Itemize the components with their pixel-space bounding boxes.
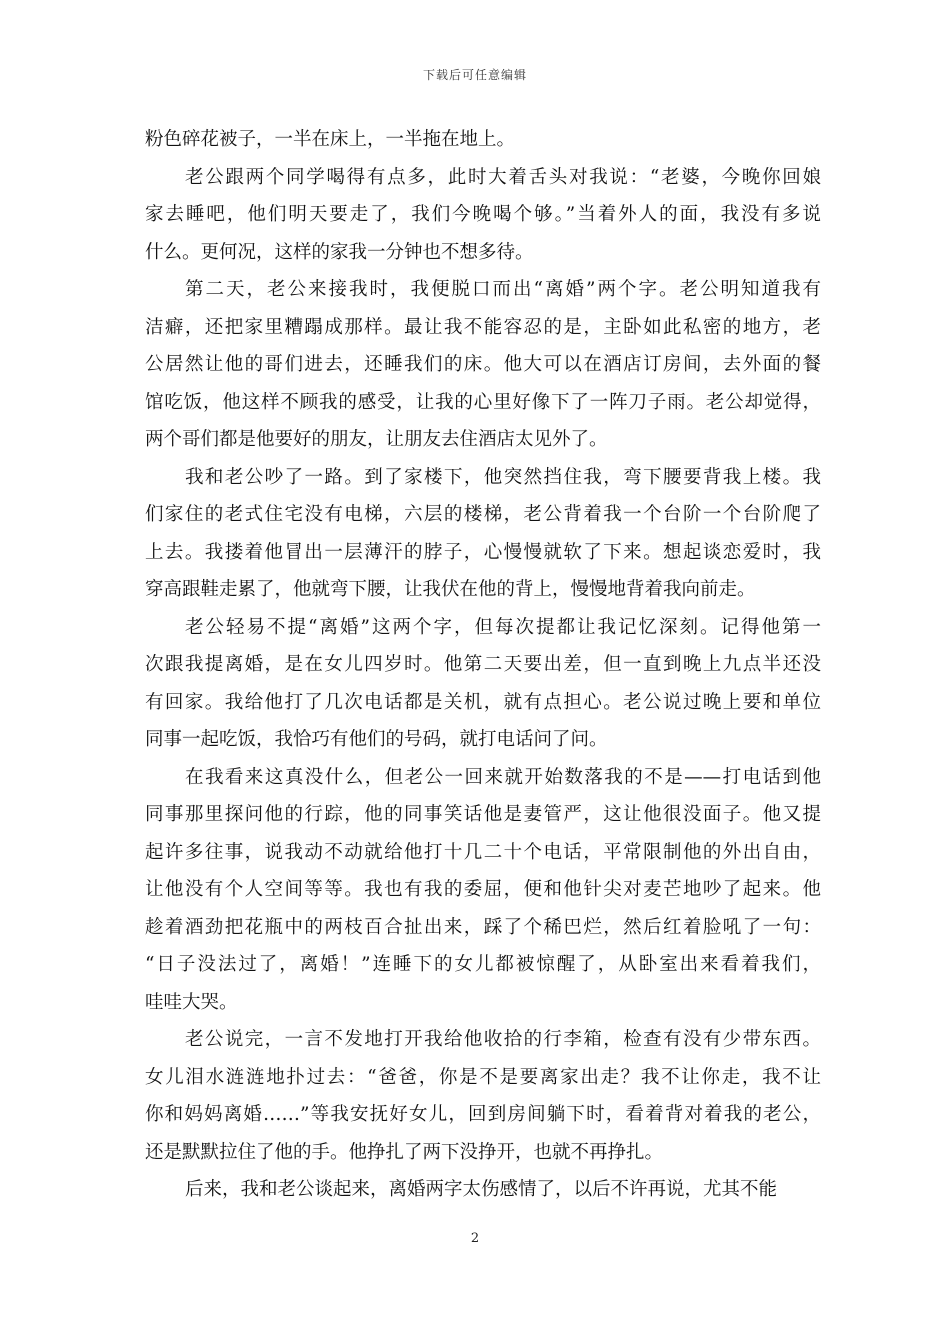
text-line: 同事一起吃饭，我恰巧有他们的号码，就打电话问了问。: [145, 729, 608, 750]
text-line: 穿高跟鞋走累了，他就弯下腰，让我伏在他的背上，慢慢地背着我向前走。: [145, 579, 756, 600]
text-line: 第二天，老公来接我时，我便脱口而出“离婚”两个字。老公明知道我有: [185, 279, 821, 300]
text-line: 哇哇大哭。: [145, 991, 238, 1013]
text-line: 女儿泪水涟涟地扑过去：“爸爸，你是不是要离家出走？我不让你走，我不让: [145, 1066, 821, 1088]
paragraph: [145, 159, 821, 272]
text-line: 什么。更何况，这样的家我一分钟也不想多待。: [145, 241, 534, 263]
text-line: 老公跟两个同学喝得有点多，此时大着舌头对我说：“老婆，今晚你回娘: [185, 166, 821, 188]
text-line: 有回家。我给他打了几次电话都是关机，就有点担心。老公说过晚上要和单位: [145, 691, 821, 713]
paragraph: [145, 1021, 821, 1171]
text-line: 馆吃饭，他这样不顾我的感受，让我的心里好像下了一阵刀子雨。老公却觉得，: [145, 391, 821, 413]
document-body: [145, 121, 821, 1209]
text-line: 你和妈妈离婚……”等我安抚好女儿，回到房间躺下时，看着背对着我的老公，: [145, 1104, 821, 1125]
text-line: 老公轻易不提“离婚”这两个字，但每次提都让我记忆深刻。记得他第一: [185, 616, 821, 638]
paragraph: [145, 1171, 821, 1209]
text-line: 后来，我和老公谈起来，离婚两字太伤感情了，以后不许再说，尤其不能: [185, 1179, 778, 1200]
text-line: 洁癖，还把家里糟蹋成那样。最让我不能容忍的是，主卧如此私密的地方，老: [145, 316, 821, 338]
text-line: 我和老公吵了一路。到了家楼下，他突然挡住我，弯下腰要背我上楼。我: [185, 466, 821, 488]
paragraph: [145, 759, 821, 1022]
text-line: 粉色碎花被子，一半在床上，一半拖在地上。: [145, 129, 516, 150]
text-line: 家去睡吧，他们明天要走了，我们今晚喝个够。”当着外人的面，我没有多说: [145, 204, 821, 225]
text-line: 们家住的老式住宅没有电梯，六层的楼梯，老公背着我一个台阶一个台阶爬了: [145, 504, 821, 525]
paragraph: [145, 121, 821, 159]
text-line: 次跟我提离婚，是在女儿四岁时。他第二天要出差，但一直到晚上九点半还没: [145, 654, 821, 675]
page-header: 下载后可任意编辑: [422, 68, 527, 82]
text-line: 公居然让他的哥们进去，还睡我们的床。他大可以在酒店订房间，去外面的餐: [145, 354, 821, 375]
text-line: 起许多往事，说我动不动就给他打十几二十个电话，平常限制他的外出自由，: [145, 841, 821, 863]
text-line: “日子没法过了，离婚！”连睡下的女儿都被惊醒了，从卧室出来看着我们，: [145, 954, 821, 975]
text-line: 让他没有个人空间等等。我也有我的委屈，便和他针尖对麦芒地吵了起来。他: [145, 879, 821, 900]
page-number: 2: [470, 1231, 480, 1246]
paragraph: [145, 609, 821, 759]
text-line: 上去。我搂着他冒出一层薄汗的脖子，心慢慢就软了下来。想起谈恋爱时，我: [145, 541, 821, 563]
text-line: 在我看来这真没什么，但老公一回来就开始数落我的不是——打电话到他: [185, 766, 821, 788]
paragraph: [145, 271, 821, 459]
text-line: 还是默默拉住了他的手。他挣扎了两下没挣开，也就不再挣扎。: [145, 1141, 664, 1163]
text-line: 两个哥们都是他要好的朋友，让朋友去住酒店太见外了。: [145, 429, 608, 450]
text-line: 趁着酒劲把花瓶中的两枝百合扯出来，踩了个稀巴烂，然后红着脸吼了一句：: [145, 916, 821, 938]
paragraph: [145, 459, 821, 609]
text-line: 老公说完，一言不发地打开我给他收拾的行李箱，检查有没有少带东西。: [185, 1029, 821, 1050]
text-line: 同事那里探问他的行踪，他的同事笑话他是妻管严，这让他很没面子。他又提: [145, 804, 821, 825]
